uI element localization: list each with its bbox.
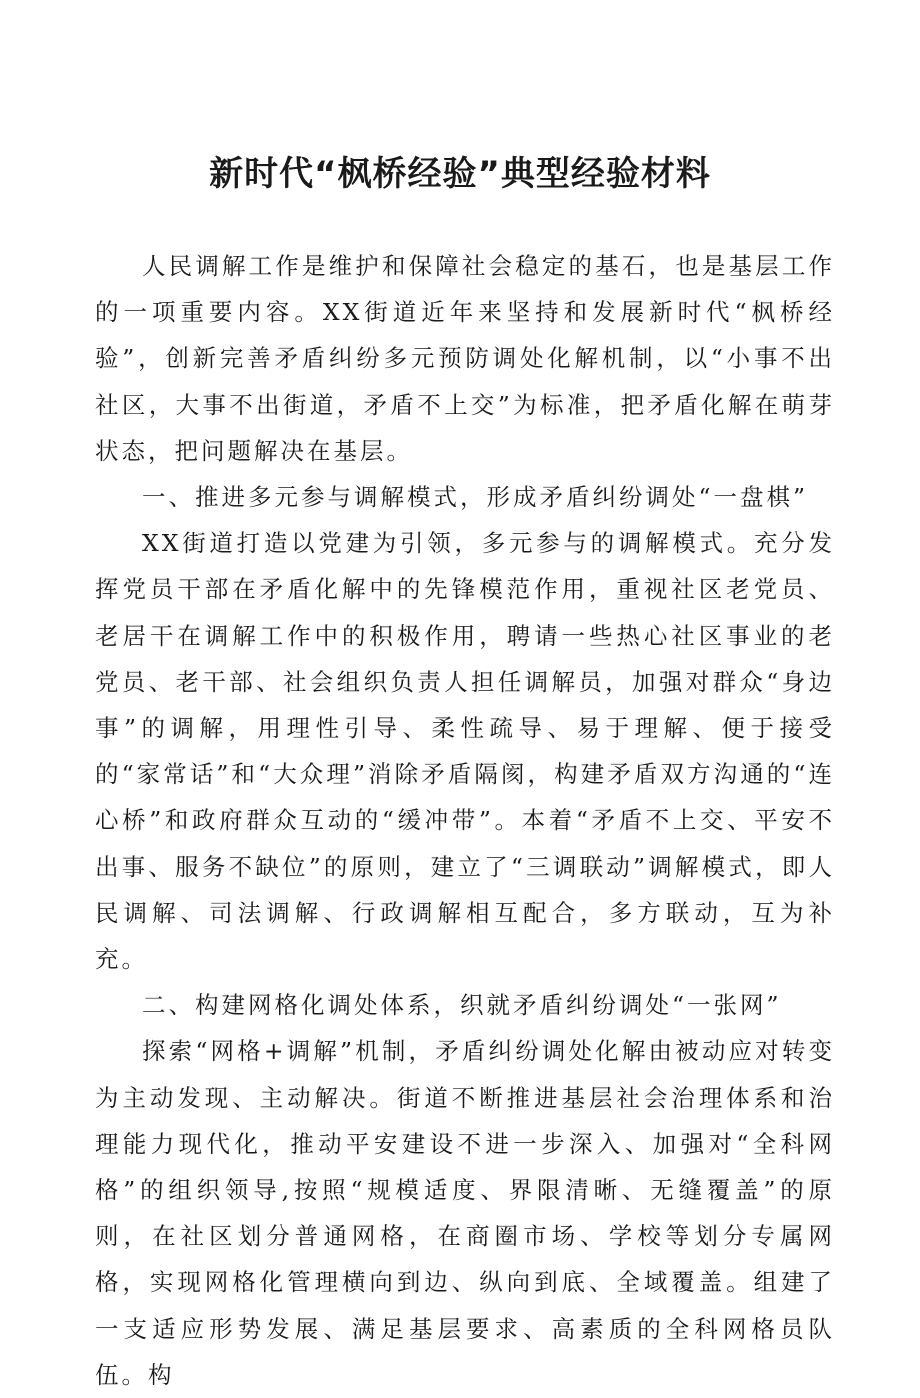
document-title: 新时代“枫桥经验”典型经验材料 [209,154,711,194]
paragraph-section-2: 探索“网格+调解”机制，矛盾纠纷调处化解由被动应对转变为主动发现、主动解决。街道不断推进基层社会治理体系和治理能力现代化，推动平安建设不进一步深入、加强对“全科网格”的组织领导,按照“规模适度、界限清晰、无缝覆盖”的原则，在社区划分普通网格，在商圈市场、学校等划分专属网格，实现网格化管理横向到边、纵向到底、全域覆盖。组建了一支适应形势发展、满足基层要求、高素质的全科网格员队伍。构 [95,1037,835,1389]
paragraph-section-1: XX街道打造以党建为引领，多元参与的调解模式。充分发挥党员干部在矛盾化解中的先锋模范作用，重视社区老党员、老居干在调解工作中的积极作用，聘请一些热心社区事业的老党员、老干部、社会组织负责人担任调解员，加强对群众“身边事”的调解，用理性引导、柔性疏导、易于理解、便于接受的“家常话”和“大众理”消除矛盾隔阂，构建矛盾双方沟通的“连心桥”和政府群众互动的“缓冲带”。本着“矛盾不上交、平安不出事、服务不缺位”的原则，建立了“三调联动”调解模式，即人民调解、司法调解、行政调解相互配合，多方联动，互为补充。 [95,529,835,974]
paragraph-intro: 人民调解工作是维护和保障社会稳定的基石，也是基层工作的一项重要内容。XX街道近年来坚持和发展新时代“枫桥经验”，创新完善矛盾纠纷多元预防调处化解机制，以“小事不出社区，大事不出街道，矛盾不上交”为标准，把矛盾化解在萌芽状态，把问题解决在基层。 [95,252,835,465]
document-body [95,243,835,1398]
section-heading-2: 二、构建网格化调处体系，织就矛盾纠纷调处“一张网” [142,991,782,1020]
section-heading-1: 一、推进多元参与调解模式，形成矛盾纠纷调处“一盘棋” [142,483,809,512]
